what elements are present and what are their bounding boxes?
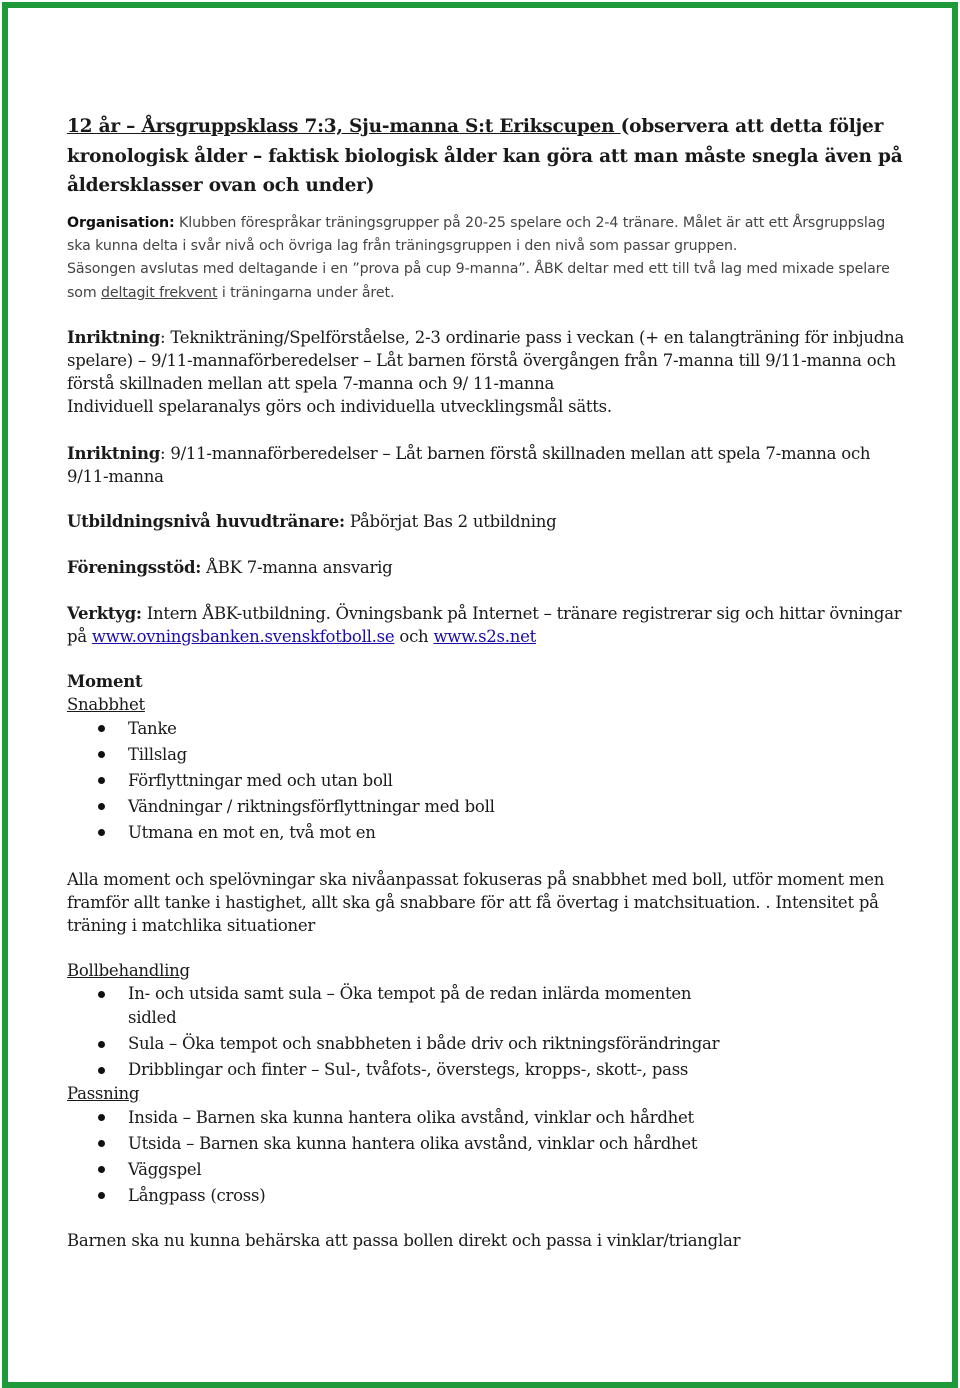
bullet-icon (98, 1114, 105, 1121)
bullet-icon (98, 751, 105, 758)
list-item-text: Sula – Öka tempot och snabbheten i både driv och riktningsförändringar (128, 1034, 720, 1054)
bullet-icon (98, 725, 105, 732)
season-text-end: i träningarna under året. (217, 284, 395, 301)
ovningsbanken-link[interactable]: www.ovningsbanken.svenskfotboll.se (91, 627, 395, 647)
list-item (67, 768, 907, 794)
list-item (67, 716, 907, 742)
list-item-text: Insida – Barnen ska kunna hantera olika avstånd, vinklar och hårdhet (128, 1108, 694, 1128)
bullet-icon (98, 803, 105, 810)
list-item (67, 742, 907, 768)
spelaranalys-line: Individuell spelaranalys görs och individuella utvecklingsmål sätts. (67, 397, 612, 417)
organisation-label: Organisation: (67, 214, 175, 231)
inriktning-label-1: Inriktning (67, 328, 161, 348)
bullet-icon (98, 1041, 105, 1048)
utbildning-paragraph (67, 510, 907, 533)
list-item-text: In- och utsida samt sula – Öka tempot på de redan inlärda momenten sidled (128, 984, 692, 1028)
snabbhet-summary: Alla moment och spelövningar ska nivåanpassat fokuseras på snabbhet med boll, utför moment men framför allt tanke i hastighet, allt ska gå snabbare för att få övertag i matchsituation. . Intensitet på träning i matchlika situationer (67, 870, 885, 936)
list-item (67, 820, 907, 846)
inriktning-paragraph-1 (67, 326, 907, 395)
verktyg-paragraph (67, 602, 907, 648)
document-body (67, 112, 907, 1252)
bullet-icon (98, 991, 105, 998)
snabbhet-heading: Snabbhet (67, 695, 145, 715)
inriktning-label-2: Inriktning (67, 444, 161, 464)
list-item-text: Tillslag (128, 745, 187, 765)
inriktning-paragraph-2 (67, 442, 907, 488)
verktyg-label: Verktyg: (67, 604, 142, 624)
title-main: 12 år – Årsgruppsklass 7:3, Sju-manna S:t Erikscupen (67, 116, 621, 137)
season-underlined: deltagit frekvent (101, 284, 218, 301)
list-item (67, 1105, 907, 1131)
snabbhet-list (67, 716, 907, 846)
list-item (67, 1032, 907, 1056)
utbildning-text: Påbörjat Bas 2 utbildning (344, 512, 557, 532)
title-note: (observera att detta följer kronologisk ålder – faktisk biologisk ålder kan göra att man måste snegla även på åldersklasser ovan och under) (67, 116, 903, 196)
inriktning-text-2: : 9/11-mannaförberedelser – Låt barnen förstå skillnaden mellan att spela 7-manna och 9/11-manna (67, 444, 871, 487)
verktyg-text: Intern ÅBK-utbildning. Övningsbank på Internet – tränare registrerar sig och hittar övningar på (67, 604, 902, 647)
inriktning-text-1: : Teknikträning/Spelförståelse, 2-3 ordinarie pass i veckan (+ en talangträning för inbjudna spelare) – 9/11-mannaförberedelser – Låt barnen förstå övergången från 7-manna till 9/11-manna och förstå skillnaden mellan att spela 7-manna och 9/ 11-manna (67, 328, 905, 394)
season-text: Säsongen avslutas med deltagande i en ”prova på cup 9-manna”. ÅBK deltar med ett till två lag med mixade spelare som (67, 261, 890, 301)
bullet-icon (98, 1192, 105, 1199)
passning-list (67, 1105, 907, 1209)
foreningsstod-paragraph (67, 556, 907, 579)
list-item-text: Tanke (128, 719, 177, 739)
moment-title: Moment (67, 672, 143, 692)
verktyg-och: och (394, 627, 434, 647)
passning-heading: Passning (67, 1084, 140, 1104)
list-item-text: Förflyttningar med och utan boll (128, 771, 393, 791)
organisation-text: Klubben förespråkar träningsgrupper på 20-25 spelare och 2-4 tränare. Målet är att ett Årsgruppslag ska kunna delta i svår nivå och övriga lag från träningsgruppen i den nivå som passar gruppen. (67, 214, 886, 254)
list-item-text: Utmana en mot en, två mot en (128, 823, 376, 843)
bollbehandling-list (67, 982, 907, 1082)
list-item (67, 1058, 907, 1082)
season-paragraph (67, 258, 907, 305)
list-item-text: Utsida – Barnen ska kunna hantera olika avstånd, vinklar och hårdhet (128, 1134, 698, 1154)
passning-summary: Barnen ska nu kunna behärska att passa bollen direkt och passa i vinklar/trianglar (67, 1231, 741, 1251)
foreningsstod-text: ÅBK 7-manna ansvarig (201, 558, 393, 578)
moment-heading (67, 670, 907, 693)
list-item-text: Väggspel (128, 1160, 202, 1180)
list-item (67, 1157, 907, 1183)
list-item (67, 1183, 907, 1209)
organisation-paragraph (67, 212, 907, 259)
bullet-icon (98, 1140, 105, 1147)
page-title (67, 112, 907, 201)
s2s-link[interactable]: www.s2s.net (433, 627, 537, 647)
list-item-text: Dribblingar och finter – Sul-, tvåfots-, överstegs, kropps-, skott-, pass (128, 1060, 689, 1080)
bullet-icon (98, 1166, 105, 1173)
bullet-icon (98, 829, 105, 836)
bullet-icon (98, 777, 105, 784)
list-item (67, 1131, 907, 1157)
bullet-icon (98, 1067, 105, 1074)
utbildning-label: Utbildningsnivå huvudtränare: (67, 512, 345, 532)
list-item-text: Vändningar / riktningsförflyttningar med boll (128, 797, 495, 817)
list-item (67, 794, 907, 820)
list-item-text: Långpass (cross) (128, 1186, 266, 1206)
bollbehandling-heading: Bollbehandling (67, 961, 190, 981)
list-item (67, 982, 728, 1030)
foreningsstod-label: Föreningsstöd: (67, 558, 202, 578)
